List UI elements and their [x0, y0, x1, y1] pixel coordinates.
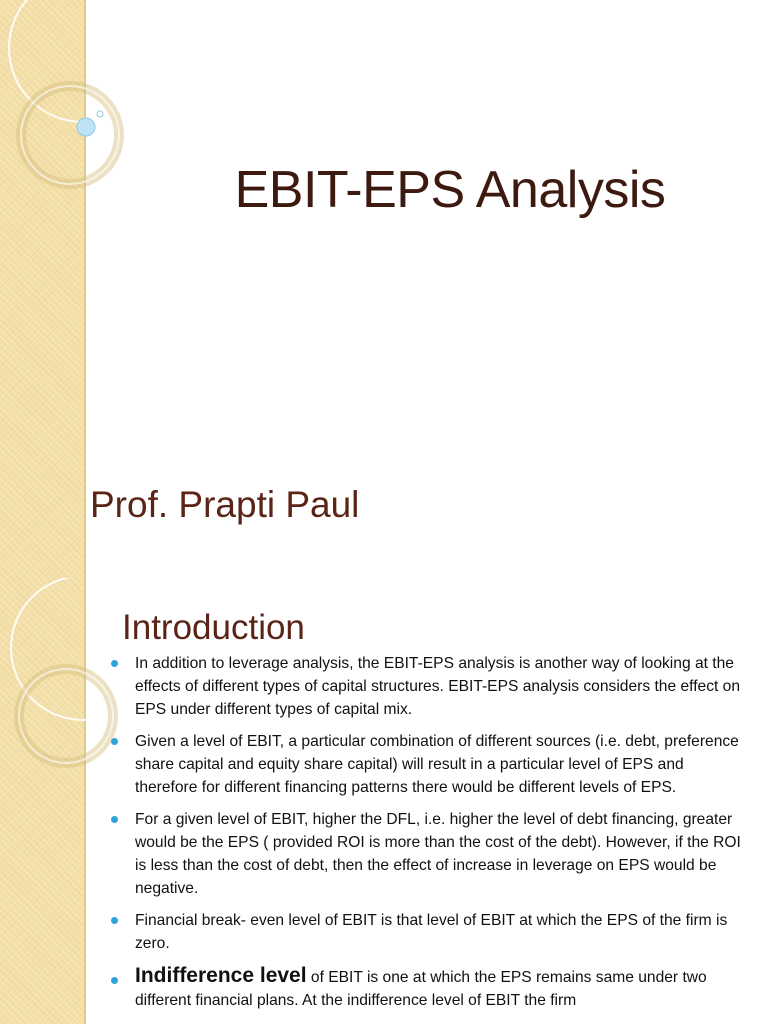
author-name: Prof. Prapti Paul	[90, 484, 360, 525]
bullet-item	[108, 964, 748, 1012]
bullet-item: For a given level of EBIT, higher the DFL, i.e. higher the level of debt financing, greater would be the EPS ( provided ROI is more than the cost of the debt). However, if the ROI is less than the cost of debt, then the effect of increase in leverage on EPS would be negative.	[108, 808, 748, 900]
bullet-list	[108, 652, 748, 1021]
bullet-lead-term: Indifference level	[135, 964, 307, 987]
bullet-item: Financial break- even level of EBIT is that level of EBIT at which the EPS of the firm is zero.	[108, 909, 748, 955]
slide-title: EBIT-EPS Analysis	[234, 161, 666, 219]
section-heading: Introduction	[122, 608, 305, 647]
bullet-item: Given a level of EBIT, a particular combination of different sources (i.e. debt, preference share capital and equity share capital) will result in a particular level of EPS and therefore for different financing patterns there would be different levels of EPS.	[108, 730, 748, 799]
bullet-text: of EBIT is one at which the EPS remains same under two different financial plans. At the indifference level of EBIT the firm	[135, 969, 707, 1009]
introduction-slide	[0, 578, 768, 1024]
bullet-item: In addition to leverage analysis, the EBIT-EPS analysis is another way of looking at the effects of different types of capital structures. EBIT-EPS analysis considers the effect on EPS under different types of capital mix.	[108, 652, 748, 721]
circle-ornament	[0, 0, 140, 200]
